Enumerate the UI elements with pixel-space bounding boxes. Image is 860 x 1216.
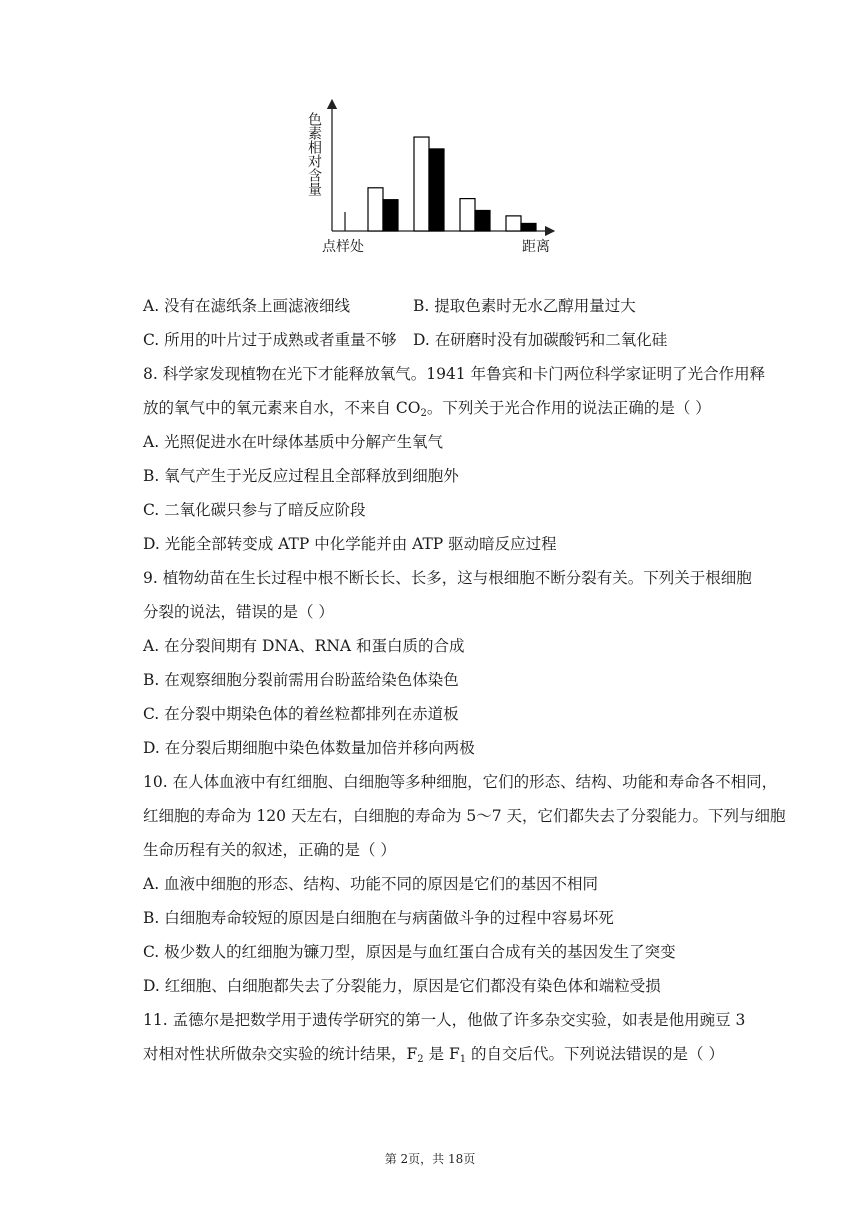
q8-option-b: B. 氧气产生于光反应过程且全部释放到细胞外 xyxy=(143,467,459,485)
co2-subscript: 2 xyxy=(420,408,427,419)
q8-option-c: C. 二氧化碳只参与了暗反应阶段 xyxy=(143,501,366,519)
q10-stem-line-2: 红细胞的寿命为 120 天左右，白细胞的寿命为 5～7 天，它们都失去了分裂能力。下列与细胞 xyxy=(143,807,786,825)
y-axis-label: 色素相对含量 xyxy=(306,112,322,196)
q11-stem-line-2 xyxy=(143,1044,724,1064)
q7-option-b: B. 提取色素时无水乙醇用量过大 xyxy=(413,297,636,315)
q7-option-d: D. 在研磨时没有加碳酸钙和二氧化硅 xyxy=(413,331,668,349)
q8-stem-text: 放的氧气中的氧元素来自水，不来自 CO xyxy=(143,399,421,417)
q11-stem-line-1: 11. 孟德尔是把数学用于遗传学研究的第一人，他做了许多杂交实验，如表是他用豌豆 3 xyxy=(143,1011,746,1029)
q7-option-row-2 xyxy=(143,330,397,350)
q9-option-c: C. 在分裂中期染色体的着丝粒都排列在赤道板 xyxy=(143,705,459,723)
bar-white-1 xyxy=(368,188,383,231)
bar-white-3 xyxy=(460,199,475,231)
q8-stem-text-end: 。下列关于光合作用的说法正确的是（ ） xyxy=(426,399,711,417)
q8-stem-line-1: 8. 科学家发现植物在光下才能释放氧气。1941 年鲁宾和卡门两位科学家证明了光合作用释 xyxy=(143,365,766,383)
q9-option-b: B. 在观察细胞分裂前需用台盼蓝给染色体染色 xyxy=(143,671,459,689)
pigment-chart xyxy=(300,98,562,258)
q9-option-d: D. 在分裂后期细胞中染色体数量加倍并移向两极 xyxy=(143,739,475,757)
bar-white-2 xyxy=(414,137,429,231)
bar-black-4 xyxy=(521,223,536,231)
q9-option-a: A. 在分裂间期有 DNA、RNA 和蛋白质的合成 xyxy=(143,637,465,655)
q7-option-a: A. 没有在滤纸条上画滤液细线 xyxy=(143,297,351,315)
q10-option-a: A. 血液中细胞的形态、结构、功能不同的原因是它们的基因不相同 xyxy=(143,875,599,893)
q10-option-b: B. 白细胞寿命较短的原因是白细胞在与病菌做斗争的过程中容易坏死 xyxy=(143,909,614,927)
q8-stem-line-2 xyxy=(143,398,711,418)
q7-option-d-wrap xyxy=(413,330,667,350)
f2-subscript: 2 xyxy=(417,1054,424,1065)
q7-option-c: C. 所用的叶片过于成熟或者重量不够 xyxy=(143,331,397,349)
q11-stem-text-mid: 是 F xyxy=(423,1045,460,1063)
bar-black-3 xyxy=(475,210,490,231)
bars-group xyxy=(368,137,536,231)
q8-option-a: A. 光照促进水在叶绿体基质中分解产生氧气 xyxy=(143,433,444,451)
x-axis-label-origin: 点样处 xyxy=(322,239,364,255)
q10-stem-line-3: 生命历程有关的叙述，正确的是（ ） xyxy=(143,841,396,859)
q8-option-d: D. 光能全部转变成 ATP 中化学能并由 ATP 驱动暗反应过程 xyxy=(143,535,557,553)
q9-stem-line-1: 9. 植物幼苗在生长过程中根不断长长、长多，这与根细胞不断分裂有关。下列关于根细胞 xyxy=(143,569,752,587)
q7-option-b-wrap xyxy=(413,296,636,316)
q10-option-d: D. 红细胞、白细胞都失去了分裂能力，原因是它们都没有染色体和端粒受损 xyxy=(143,977,661,995)
q10-stem-line-1: 10. 在人体血液中有红细胞、白细胞等多种细胞，它们的形态、结构、功能和寿命各不相同， xyxy=(143,773,778,791)
pigment-chart-svg xyxy=(300,98,562,258)
f1-subscript: 1 xyxy=(459,1054,467,1065)
q11-stem-text-end: 的自交后代。下列说法错误的是（ ） xyxy=(466,1045,724,1063)
bar-black-2 xyxy=(429,149,444,231)
bar-white-4 xyxy=(506,216,521,231)
bar-black-1 xyxy=(383,200,398,231)
q11-stem-text: 对相对性状所做杂交实验的统计结果，F xyxy=(143,1045,418,1063)
x-axis-label-distance: 距离 xyxy=(522,239,550,255)
q7-option-row-1 xyxy=(143,296,350,316)
q9-stem-line-2: 分裂的说法，错误的是（ ） xyxy=(143,603,334,621)
page-footer: 第 2页，共 18页 xyxy=(384,1152,476,1166)
q10-option-c: C. 极少数人的红细胞为镰刀型，原因是与血红蛋白合成有关的基因发生了突变 xyxy=(143,943,676,961)
